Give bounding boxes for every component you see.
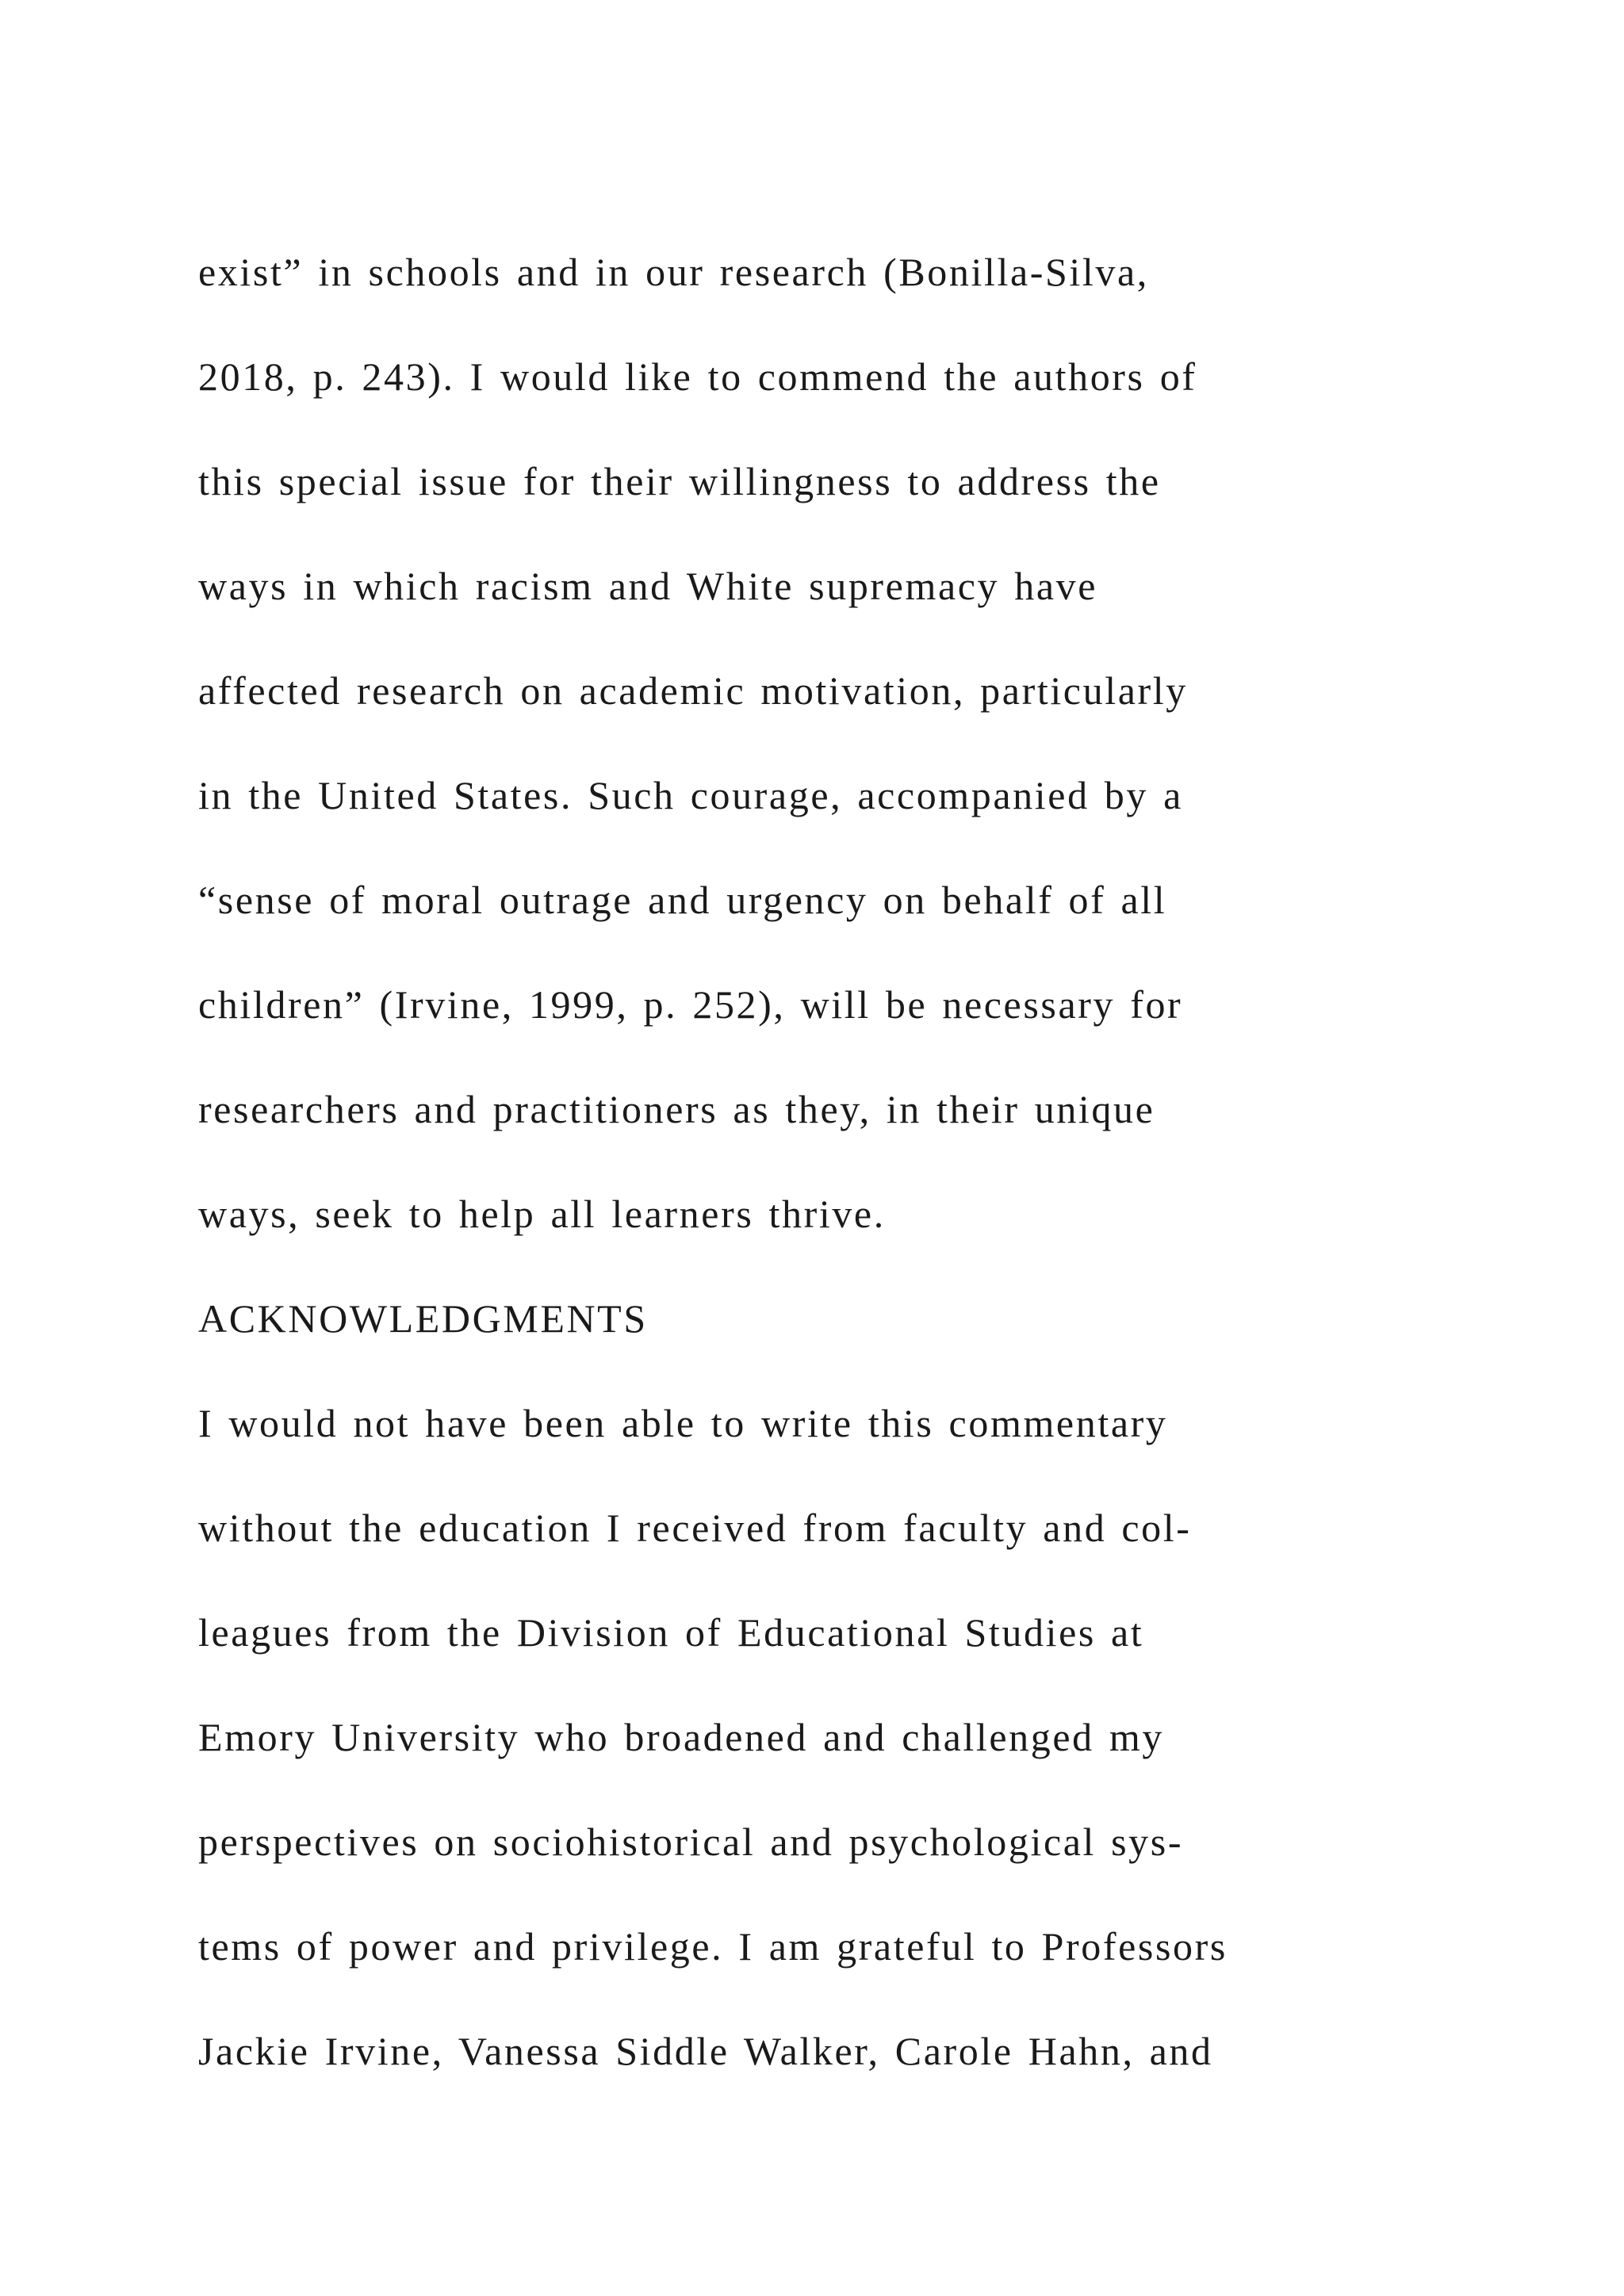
paragraph-line: “sense of moral outrage and urgency on behalf of all (198, 878, 1167, 922)
paragraph-line: researchers and practitioners as they, in their unique (198, 1087, 1155, 1131)
paragraph-line: affected research on academic motivation, particularly (198, 668, 1188, 713)
paragraph-line: children” (Irvine, 1999, p. 252), will be necessary for (198, 982, 1183, 1027)
section-heading-acknowledgments: ACKNOWLEDGMENTS (198, 1296, 648, 1341)
paragraph-line: this special issue for their willingness to address the (198, 459, 1161, 503)
paragraph-line: in the United States. Such courage, accompanied by a (198, 773, 1183, 817)
acknowledgments-line: perspectives on sociohistorical and psychological sys- (198, 1820, 1184, 1864)
paragraph-line: 2018, p. 243). I would like to commend the authors of (198, 354, 1197, 399)
acknowledgments-line: I would not have been able to write this commentary (198, 1401, 1168, 1445)
acknowledgments-line: Emory University who broadened and challenged my (198, 1715, 1164, 1759)
acknowledgments-line: Jackie Irvine, Vanessa Siddle Walker, Carole Hahn, and (198, 2029, 1213, 2073)
paragraph-line: ways, seek to help all learners thrive. (198, 1192, 886, 1236)
acknowledgments-line: without the education I received from faculty and col- (198, 1506, 1192, 1550)
paragraph-line: exist” in schools and in our research (Bonilla-Silva, (198, 250, 1149, 294)
acknowledgments-line: leagues from the Division of Educational Studies at (198, 1610, 1144, 1655)
acknowledgments-line: tems of power and privilege. I am grateful to Professors (198, 1924, 1228, 1969)
paragraph-line: ways in which racism and White supremacy have (198, 564, 1098, 608)
